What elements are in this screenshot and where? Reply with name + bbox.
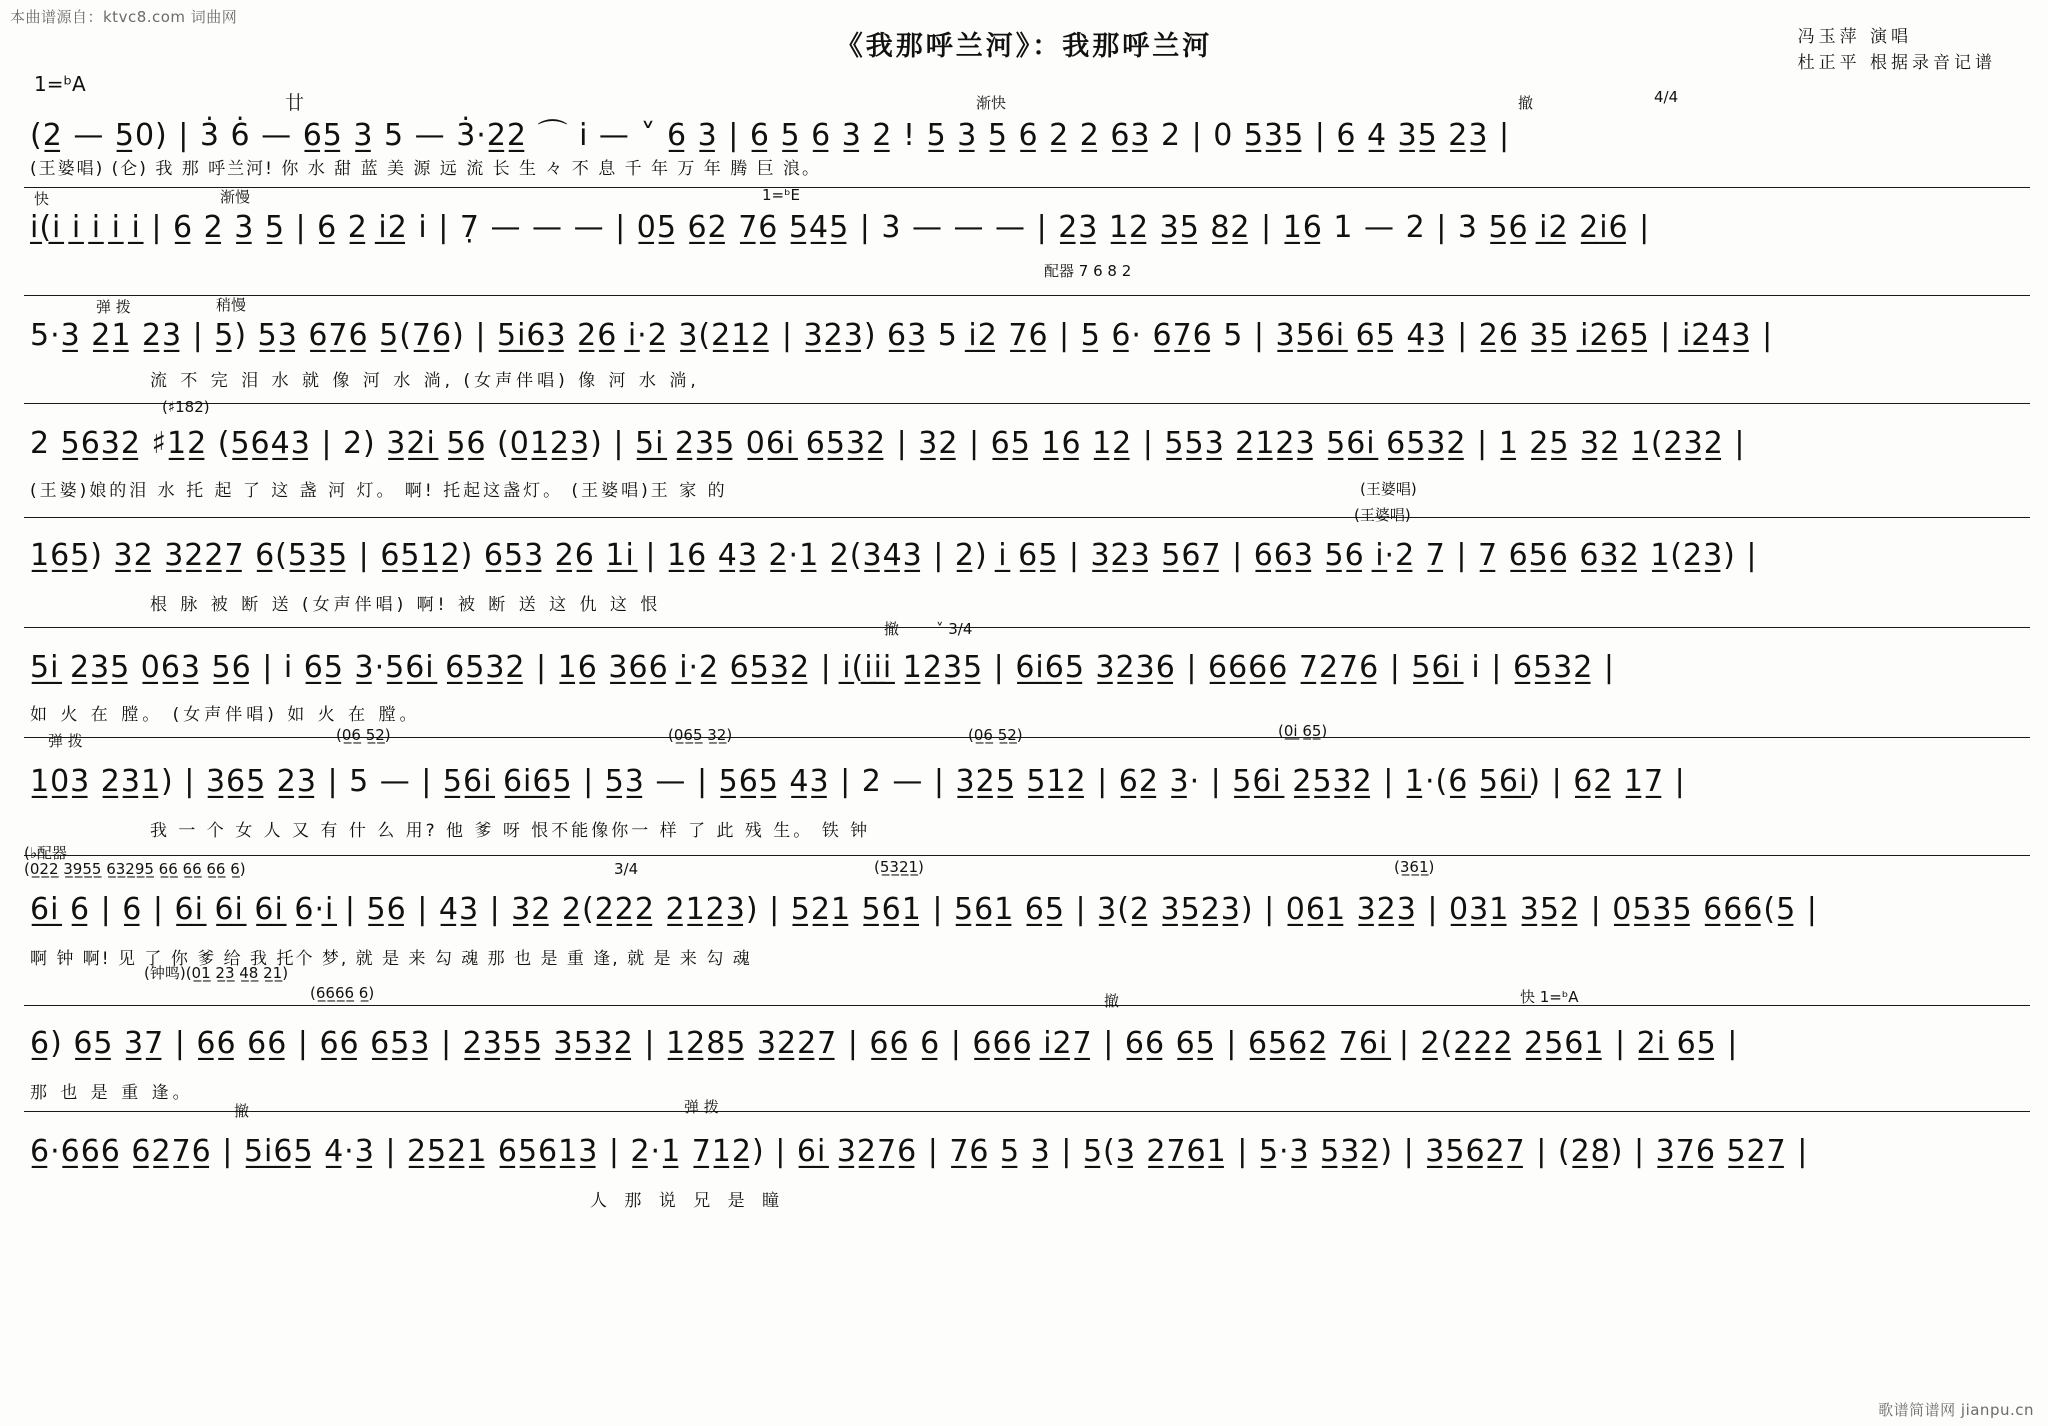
notation-line: (2̲ — 5̲0) | 3̇ 6̇ — 6̲5̲ 3̲ 5 — 3̇·2̲2̲ ⌒ i̇ — ˅ 6̲ 3̲ | 6̲ 5̲ 6̲ 3̲ 2̲ ! 5̲ 3̲ 5̲ 6̲ 2̲ 2̲ 6̲3̲ 2 | 0 5̲3̲5̲ | 6̲ 4̲ 3̲5̲ 2̲3̲ | <box>30 118 1511 153</box>
lyrics-line: 人 那 说 兄 是 瞳 <box>590 1191 786 1211</box>
credits-block <box>1798 24 1996 77</box>
annotation: (钟鸣)(0̲1̲ 2̲3̲ 4̲8̲ 2̲1̲) <box>144 964 289 982</box>
annotation: (王婆唱) <box>1360 480 1417 498</box>
annotation: (王婆唱) <box>1354 506 1411 524</box>
lyrics-line: (王婆唱) (仑) 我 那 呼兰河! 你 水 甜 蓝 美 源 远 流 长 生 々 不 息 千 年 万 年 腾 巨 浪。 <box>30 159 822 179</box>
lyrics-line: 流 不 完 泪 水 就 像 河 水 淌, (女声伴唱) 像 河 水 淌, <box>150 371 700 391</box>
annotation: 撤 <box>1518 94 1534 112</box>
key-signature: 1=ᵇA <box>34 72 86 96</box>
notation-line: 6̲i̲ 6̲ | 6̲ | 6̲i̲ 6̲i̲ 6̲i̲ 6̲·i̲ | 5̲6̲ | 4̲3̲ | 3̲2̲ 2̲(2̲2̲2̲ 2̲1̲2̲3̲) | 5̲2̲1̲ 5̲6̲1̲ | 5̲6̲1̲ 6̲5̲ | 3̲(2̲ 3̲5̲2̲3̲) | 0̲6̲1̲ 3̲2̲3̲ | 0̲3̲1̲ 3̲5̲2̲ | 0̲5̲3̲5̲ 6̲6̲6̲(5̲ | <box>30 892 1818 927</box>
system-row-9 <box>24 988 2030 1112</box>
annotation: (3̲6̲1̲) <box>1394 858 1435 876</box>
annotation: ˅ 3/4 <box>936 620 973 638</box>
annotation: (6̲6̲6̲6̲ 6̲) <box>310 984 375 1002</box>
lyrics-line: 根 脉 被 断 送 (女声伴唱) 啊! 被 断 送 这 仇 这 恨 <box>150 595 662 615</box>
meter-mark: 廿 <box>285 92 305 114</box>
lyrics-line: 啊 钟 啊! 见 了 你 爹 给 我 托个 梦, 就 是 来 勾 魂 那 也 是 重 逢, 就 是 来 勾 魂 <box>30 949 752 969</box>
annotation: (5̲3̲2̲1̲) <box>874 858 924 876</box>
notation-line: 5·3̲ 2̲1̲ 2̲3̲ | 5̲) 5̲3̲ 6̲7̲6̲ 5̲(7̲6̲) | 5̲i̲6̲3̲ 2̲6̲ i̲·2̲ 3̲(2̲1̲2̲ | 3̲2̲3̲) 6̲3̲ 5 i̲2̲ 7̲6̲ | 5̲ 6̲· 6̲7̲6̲ 5 | 3̲5̲6̲i̲ 6̲5̲ 4̲3̲ | 2̲6̲ 3̲5̲ i̲2̲6̲5̲ | i̲2̲4̲3̲ | <box>30 318 1774 353</box>
system-row-2 <box>24 188 2030 296</box>
notation-line: 1̲6̲5̲) 3̲2̲ 3̲2̲2̲7̲ 6̲(5̲3̲5̲ | 6̲5̲1̲2̲) 6̲5̲3̲ 2̲6̲ 1̲i̲ | 1̲6̲ 4̲3̲ 2̲·1̲ 2̲(3̲4̲3̲ | 2̲) i̲ 6̲5̲ | 3̲2̲3̲ 5̲6̲7̲ | 6̲6̲3̲ 5̲6̲ i̲·2̲ 7̲ | 7̲ 6̲5̲6̲ 6̲3̲2̲ 1̲(2̲3̲) | <box>30 538 1758 573</box>
lyrics-line: (王婆)娘的泪 水 托 起 了 这 盏 河 灯。 啊! 托起这盏灯。 (王婆唱)王 家 的 <box>30 481 728 501</box>
annotation: 稍慢 <box>216 296 247 314</box>
annotation: 弹 拨 <box>684 1098 719 1116</box>
system-row-7 <box>24 722 2030 856</box>
annotation: 撤 <box>1104 992 1120 1010</box>
annotation: (♯182) <box>162 398 210 416</box>
notation-line: 2 5̲6̲3̲2̲ ♯1̲2̲ (5̲6̲4̲3̲ | 2) 3̲2̲i̲ 5̲6̲ (0̲1̲2̲3̲) | 5̲i̲ 2̲3̲5̲ 0̲6̲i̲ 6̲5̲3̲2̲ | 3̲2̲ | 6̲5̲ 1̲6̲ 1̲2̲ | 5̲5̲3̲ 2̲1̲2̲3̲ 5̲6̲i̲ 6̲5̲3̲2̲ | 1̲ 2̲5̲ 3̲2̲ 1̲(2̲3̲2̲ | <box>30 426 1746 461</box>
system-row-6 <box>24 620 2030 738</box>
system-row-3 <box>24 296 2030 404</box>
annotation: 渐慢 <box>220 188 251 206</box>
system-row-1 <box>24 88 2030 188</box>
lyrics-line: 我 一 个 女 人 又 有 什 么 用? 他 爹 呀 恨不能像你一 样 了 此 残 生。 铁 钟 <box>150 821 871 841</box>
annotation: 弹 拨 <box>96 298 131 316</box>
annotation: (0̲6̲ 5̲2̲) <box>336 726 391 744</box>
annotation: (♭配器 <box>24 844 67 862</box>
annotation: (0̲i̲ 6̲5̲) <box>1278 722 1328 740</box>
annotation: 3/4 <box>614 860 639 878</box>
accompaniment-note: 配器 7 6 8 2 <box>1044 262 1132 280</box>
system-row-8 <box>24 844 2030 1006</box>
annotation: (0̲6̲ 5̲2̲) <box>968 726 1023 744</box>
notation-line: 1̲0̲3̲ 2̲3̲1̲) | 3̲6̲5̲ 2̲3̲ | 5 — | 5̲6̲i̲ 6̲i̲6̲5̲ | 5̲3̲ — | 5̲6̲5̲ 4̲3̲ | 2 — | 3̲2̲5̲ 5̲1̲2̲ | 6̲2̲ 3̲· | 5̲6̲i̲ 2̲5̲3̲2̲ | 1̲·(6̲ 5̲6̲i̲) | 6̲2̲ 1̲7̲ | <box>30 764 1686 799</box>
annotation: (0̲6̲5̲ 3̲2̲) <box>668 726 733 744</box>
notation-line: i̲(i̲ i̲ i̲ i̲ i̲ | 6̲ 2̲ 3̲ 5̲ | 6̲ 2̲ i̲2̲ i̇ | 7̣ — — — | 0̲5̲ 6̲2̲ 7̲6̲ 5̲4̲5̲ | 3 — — — | 2̲3̲ 1̲2̲ 3̲5̲ 8̲2̲ | 1̲6̲ 1 — 2 | 3 5̲6̲ i̲2̲ 2̲i̲6̲ | <box>30 210 1651 245</box>
page-title: 《我那呼兰河》：我那呼兰河 <box>835 31 1213 62</box>
annotation: 撤 <box>884 620 900 638</box>
system-row-10 <box>24 1098 2030 1216</box>
lyrics-line: 那 也 是 重 逢。 <box>30 1083 194 1103</box>
accompaniment-note: (0̲2̲2̲ 3̲9̲5̲5̲ 6̲3̲2̲9̲5̲ 6̲6̲ 6̲6̲ 6̲6̲ 6̲) <box>24 860 246 878</box>
annotation: 4/4 <box>1654 88 1679 106</box>
notation-line: 6̲·6̲6̲6̲ 6̲2̲7̲6̲ | 5̲i̲6̲5̲ 4̲·3̲ | 2̲5̲2̲1̲ 6̲5̲6̲1̲3̲ | 2̲·1̲ 7̲1̲2̲) | 6̲i̲ 3̲2̲7̲6̲ | 7̲6̲ 5̲ 3̲ | 5̲(3̲ 2̲7̲6̲1̲ | 5̲·3̲ 5̲3̲2̲) | 3̲5̲6̲2̲7̲ | (2̲8̲) | 3̲7̲6̲ 5̲2̲7̲ | <box>30 1134 1809 1169</box>
lyrics-line: 如 火 在 膛。 (女声伴唱) 如 火 在 膛。 <box>30 705 421 725</box>
annotation: 快 1=ᵇA <box>1520 988 1579 1006</box>
watermark-source-left: 本曲谱源自：ktvc8.com 词曲网 <box>10 8 238 26</box>
annotation: 弹 拨 <box>48 732 83 750</box>
credit-transcriber: 杜正平 根据录音记谱 <box>1797 53 1996 74</box>
annotation: 1=ᵇE <box>762 186 801 204</box>
watermark-source-right: 歌谱简谱网 jianpu.cn <box>1878 1401 2034 1419</box>
system-row-4 <box>24 398 2030 518</box>
system-row-5 <box>24 506 2030 628</box>
credit-performer: 冯玉萍 演唱 <box>1797 27 1912 47</box>
annotation: 快 <box>34 190 50 208</box>
music-systems <box>24 88 2030 1216</box>
annotation: 渐快 <box>976 94 1007 112</box>
notation-line: 5̲i̲ 2̲3̲5̲ 0̲6̲3̲ 5̲6̲ | i̇ 6̲5̲ 3̲·5̲6̲i̲ 6̲5̲3̲2̲ | 1̲6̲ 3̲6̲6̲ i̲·2̲ 6̲5̲3̲2̲ | i̲(i̲i̲i̲ 1̲2̲3̲5̲ | 6̲i̲6̲5̲ 3̲2̲3̲6̲ | 6̲6̲6̲6̲ 7̲2̲7̲6̲ | 5̲6̲i̲ i̇ | 6̲5̲3̲2̲ | <box>30 650 1615 685</box>
notation-line: 6̲) 6̲5̲ 3̲7̲ | 6̲6̲ 6̲6̲ | 6̲6̲ 6̲5̲3̲ | 2̲3̲5̲5̲ 3̲5̲3̲2̲ | 1̲2̲8̲5̲ 3̲2̲2̲7̲ | 6̲6̲ 6̲ | 6̲6̲6̲ i̲2̲7̲ | 6̲6̲ 6̲5̲ | 6̲5̲6̲2̲ 7̲6̲i̲ | 2̲(2̲2̲2̲ 2̲5̲6̲1̲ | 2̲i̲ 6̲5̲ | <box>30 1026 1739 1061</box>
annotation: 撤 <box>234 1102 250 1120</box>
